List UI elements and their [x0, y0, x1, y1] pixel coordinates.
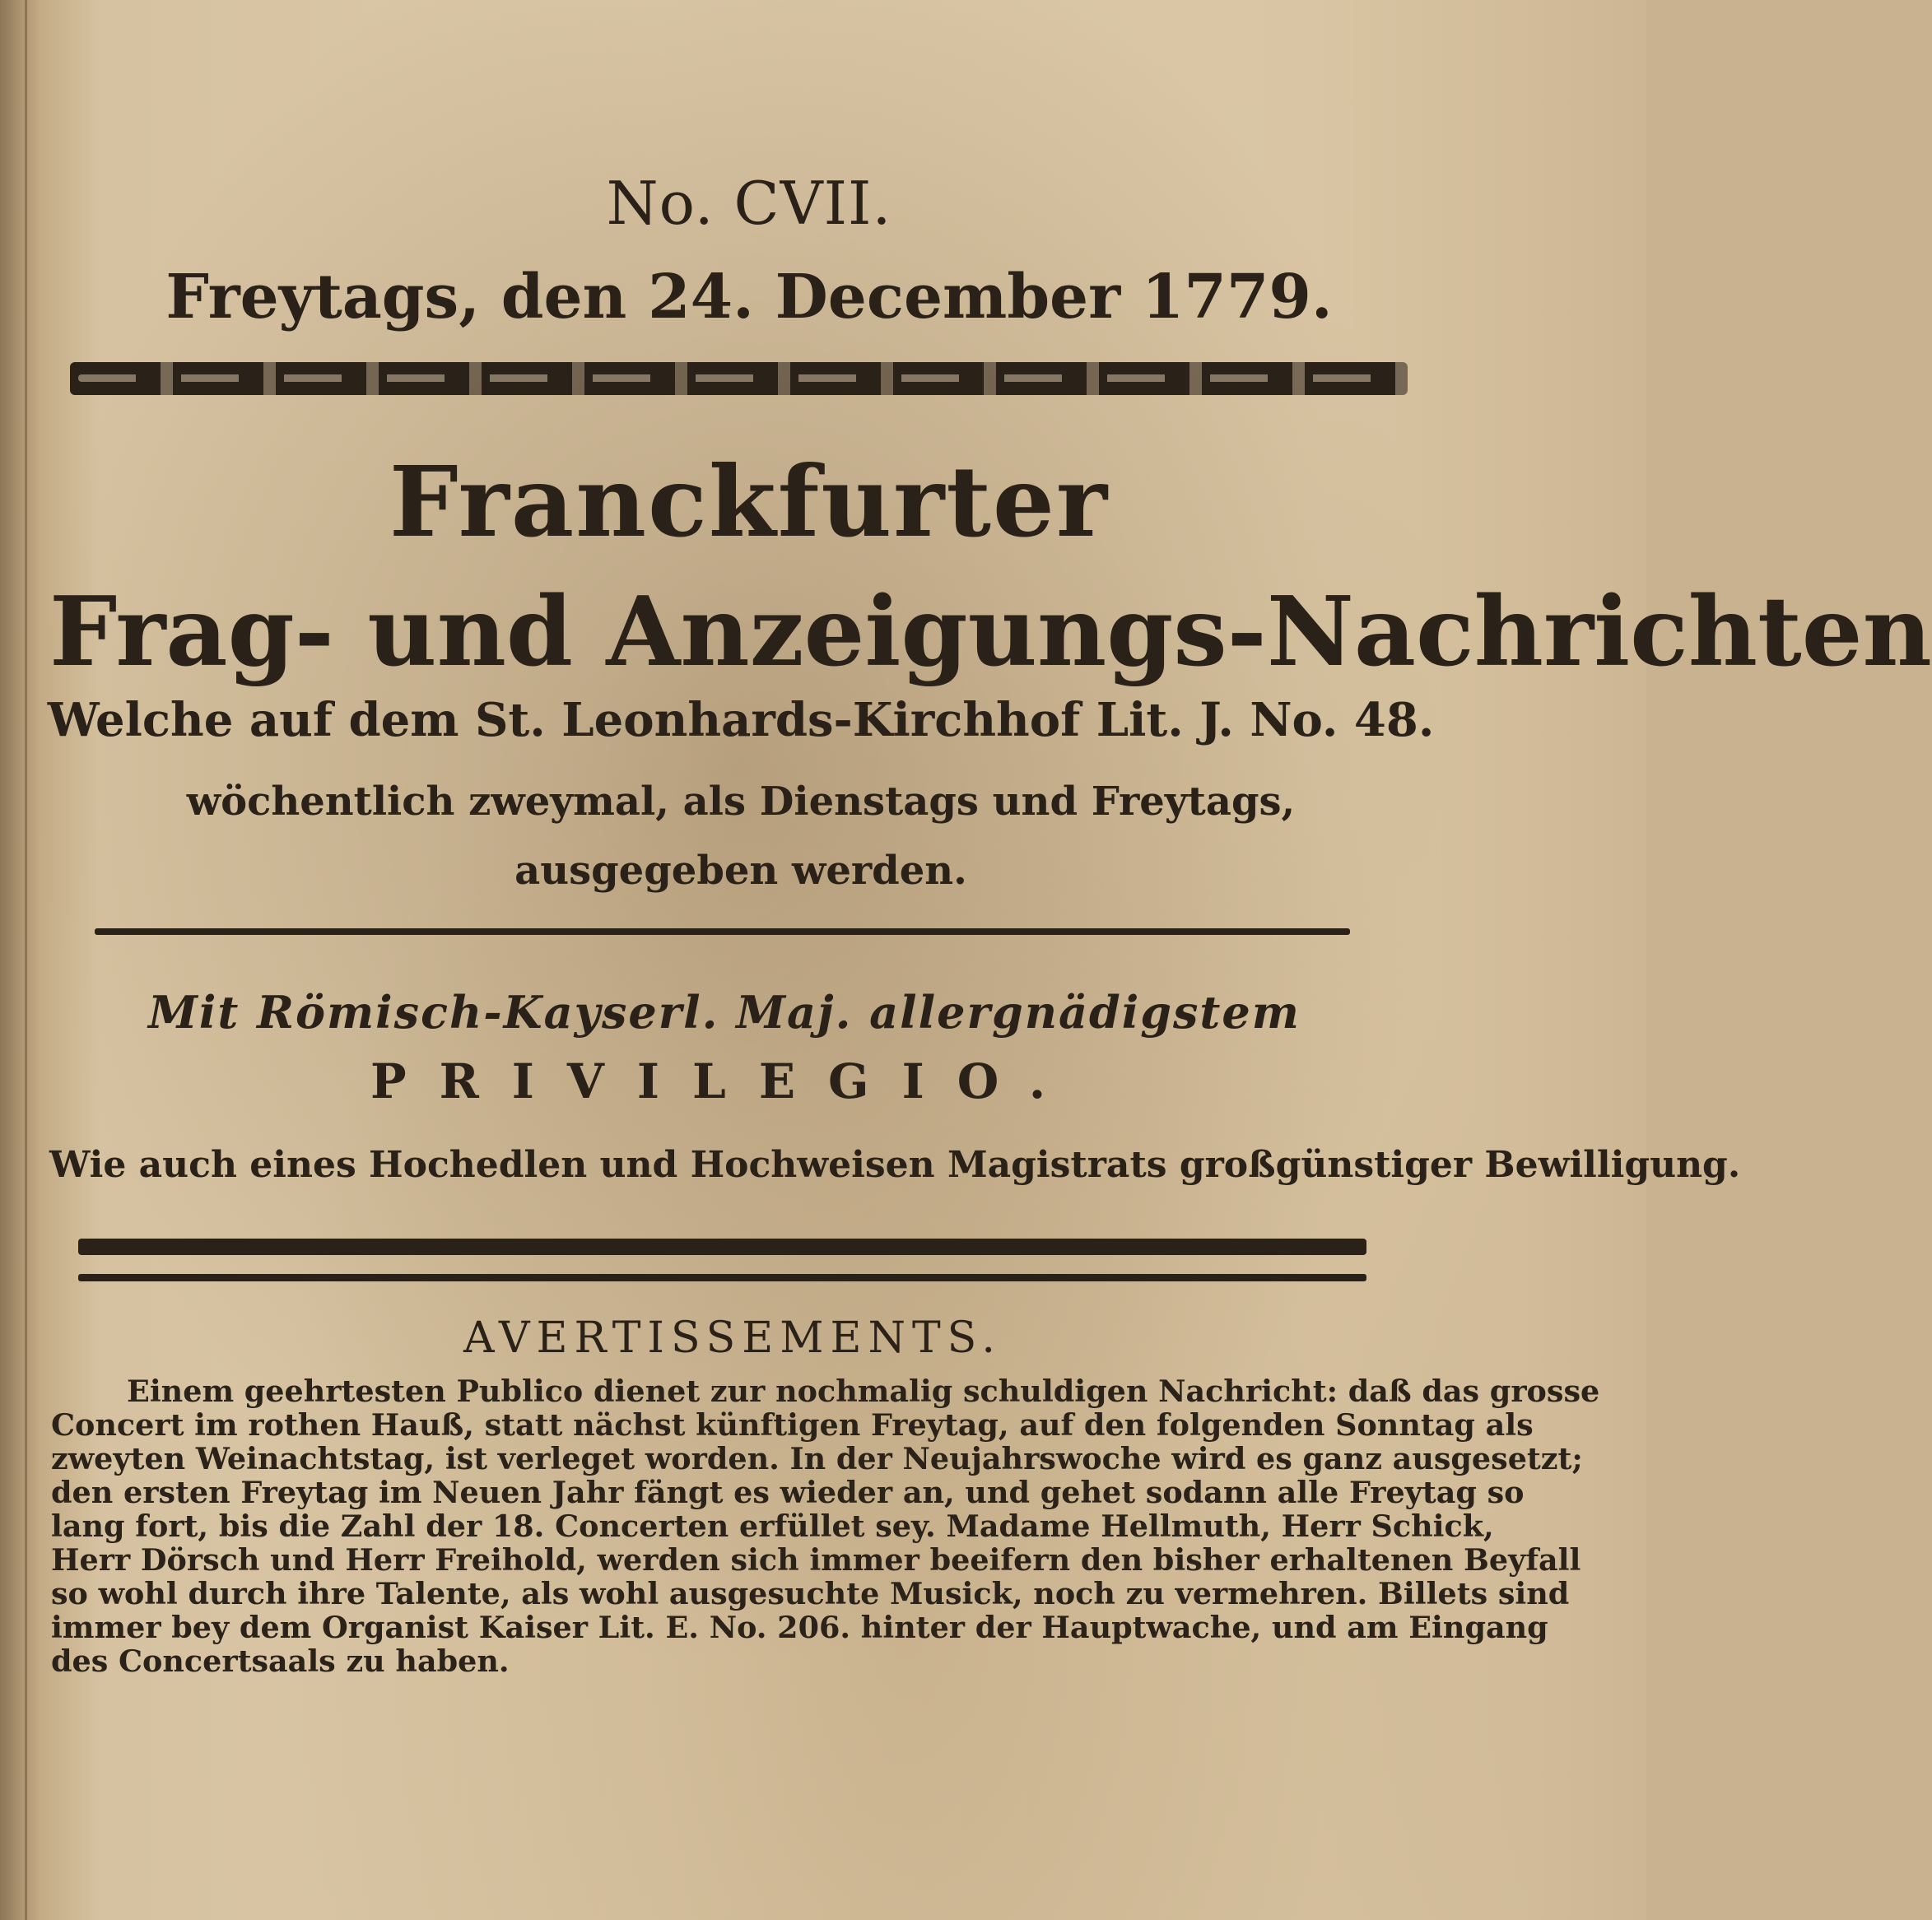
ornamental-rule: [70, 362, 1408, 395]
divider-rule: [95, 928, 1350, 935]
privilege-line2: PRIVILEGIO.: [370, 1053, 1079, 1109]
paragraph-line: Concert im rothen Hauß, statt nächst künftigen Freytag, auf den folgenden Sonntag als: [51, 1407, 1534, 1443]
masthead-subtitle-line2: wöchentlich zweymal, als Dienstags und Freytags,: [186, 779, 1296, 825]
masthead-subtitle-line3: ausgegeben werden.: [514, 848, 967, 894]
double-rule-thick: [78, 1239, 1366, 1255]
double-rule-thin: [78, 1274, 1366, 1281]
masthead-title-line1: Franckfurter: [389, 444, 1110, 559]
paragraph-line: zweyten Weinachtstag, ist verleget worden. In der Neujahrswoche wird es ganz ausgesetzt;: [51, 1441, 1583, 1476]
paragraph-line: lang fort, bis die Zahl der 18. Concerten erfüllet sey. Madame Hellmuth, Herr Schick,: [51, 1509, 1494, 1544]
issue-date: Freytags, den 24. December 1779.: [165, 262, 1333, 332]
section-heading: AVERTISSEMENTS.: [463, 1313, 1002, 1363]
issue-number: No. CVII.: [606, 169, 892, 238]
paragraph-line: immer bey dem Organist Kaiser Lit. E. No. 206. hinter der Hauptwache, und am Eingang: [51, 1610, 1548, 1645]
paragraph-line: Herr Dörsch und Herr Freihold, werden sich immer beeifern den bisher erhaltenen Beyfall: [51, 1542, 1581, 1578]
paragraph-line: des Concertsaals zu haben.: [51, 1643, 510, 1679]
paragraph-line: Einem geehrtesten Publico dienet zur nochmalig schuldigen Nachricht: daß das grosse: [127, 1374, 1600, 1409]
privilege-line1: Mit Römisch-Kayserl. Maj. allergnädigstem: [148, 986, 1301, 1039]
advertisement-paragraph: [51, 1374, 1600, 1679]
paragraph-line: so wohl durch ihre Talente, als wohl ausgesuchte Musick, noch zu vermehren. Billets sind: [51, 1576, 1570, 1611]
paragraph-line: den ersten Freytag im Neuen Jahr fängt es wieder an, und gehet sodann alle Freytag so: [51, 1475, 1525, 1510]
masthead-title-line2: Frag- und Anzeigungs-Nachrichten: [49, 576, 1932, 688]
privilege-line3: Wie auch eines Hochedlen und Hochweisen Magistrats großgünstiger Bewilligung.: [49, 1144, 1741, 1186]
masthead-subtitle-line1: Welche auf dem St. Leonhards-Kirchhof Lit. J. No. 48.: [47, 693, 1435, 747]
